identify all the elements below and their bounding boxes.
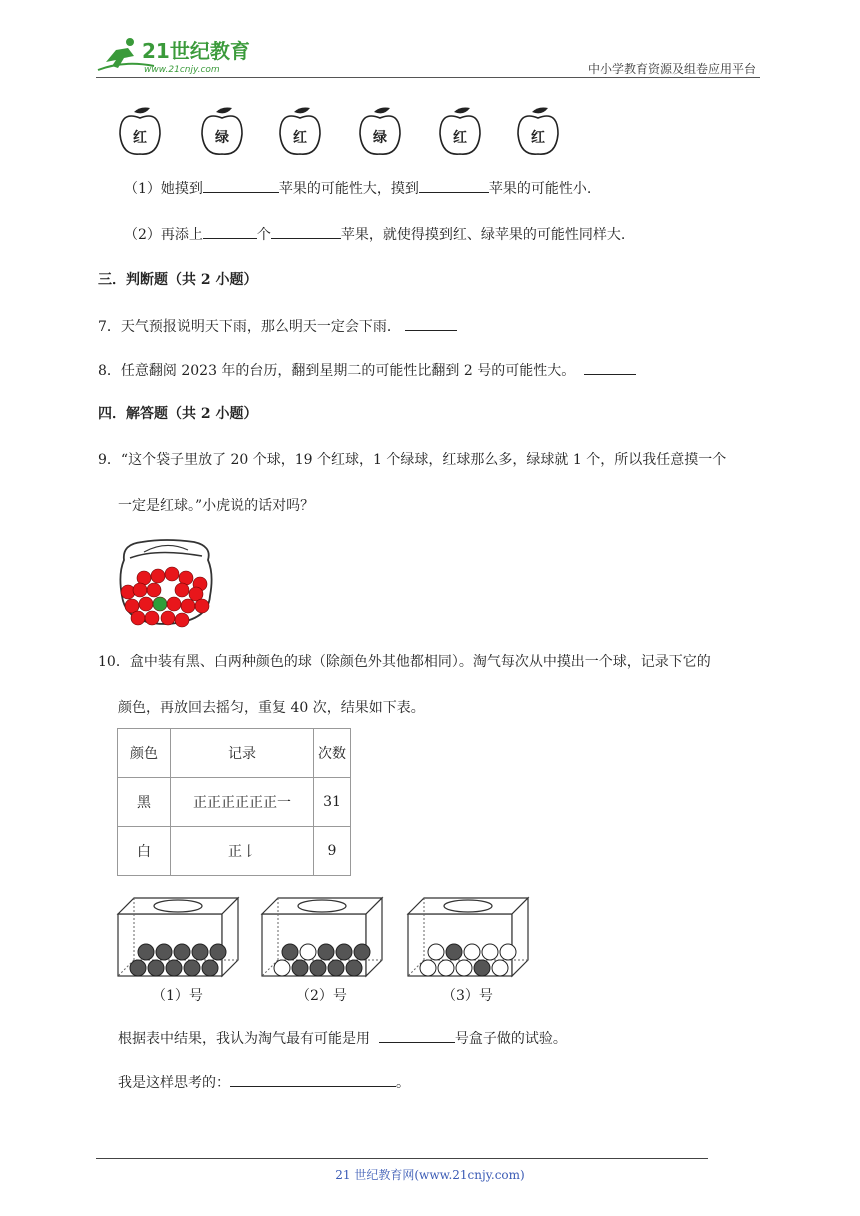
platform-name: 中小学教育资源及组卷应用平台 xyxy=(587,62,756,76)
black-ball xyxy=(156,944,172,960)
question-8: 8．任意翻阅 2023 年的台历，翻到星期二的可能性比翻到 2 号的可能性大。 xyxy=(98,360,636,381)
red-ball xyxy=(165,567,179,581)
footer-text: 21 世纪教育网(www.21cnjy.com) xyxy=(335,1168,525,1182)
black-ball xyxy=(292,960,308,976)
black-ball xyxy=(318,944,334,960)
reasoning-line: 我是这样思考的： 。 xyxy=(118,1072,410,1093)
black-ball xyxy=(354,944,370,960)
white-ball xyxy=(482,944,498,960)
white-ball xyxy=(300,944,316,960)
table-header: 颜色 xyxy=(118,729,171,778)
black-ball xyxy=(202,960,218,976)
answer-blank[interactable] xyxy=(419,178,489,193)
apple-figure xyxy=(118,104,578,164)
apple-icon xyxy=(440,108,480,155)
white-ball xyxy=(438,960,454,976)
black-ball xyxy=(446,944,462,960)
table-header-row xyxy=(118,729,351,778)
answer-blank[interactable] xyxy=(230,1072,396,1087)
apple-row xyxy=(118,104,578,164)
box-label: （1）号 xyxy=(152,988,203,1004)
ball-box xyxy=(262,898,382,1004)
black-ball xyxy=(310,960,326,976)
q6-part1: （1）她摸到 苹果的可能性大，摸到 苹果的可能性小. xyxy=(124,178,591,199)
red-ball xyxy=(175,613,189,627)
box-label: （2）号 xyxy=(296,988,347,1004)
apple-label: 绿 xyxy=(373,130,387,146)
red-ball xyxy=(151,569,165,583)
white-ball xyxy=(492,960,508,976)
apple-label: 红 xyxy=(133,130,147,146)
apple-icon xyxy=(120,108,160,155)
black-ball xyxy=(148,960,164,976)
white-ball xyxy=(420,960,436,976)
record-table xyxy=(117,728,351,876)
black-ball xyxy=(210,944,226,960)
ball-box xyxy=(408,898,528,1004)
green-ball xyxy=(153,597,167,611)
white-ball xyxy=(428,944,444,960)
logo-url: www.21cnjy.com xyxy=(144,65,220,75)
black-ball xyxy=(282,944,298,960)
apple-icon xyxy=(202,108,242,155)
table-cell: 正正正正正正一 xyxy=(171,778,314,827)
table-row xyxy=(118,827,351,876)
answer-blank[interactable] xyxy=(203,178,279,193)
black-ball xyxy=(130,960,146,976)
ball-box xyxy=(118,898,238,1004)
apple-label: 绿 xyxy=(215,130,229,146)
question-7: 7．天气预报说明天下雨，那么明天一定会下雨． xyxy=(98,316,457,337)
logo-text: 21世纪教育 xyxy=(142,39,250,63)
black-ball xyxy=(138,944,154,960)
header-divider xyxy=(96,77,760,78)
boxes-figure xyxy=(116,884,556,1008)
section-title: 四．解答题（共 2 小题） xyxy=(98,406,258,422)
table-cell: 9 xyxy=(314,827,351,876)
question-10-line1: 10．盒中装有黑、白两种颜色的球（除颜色外其他都相同）。淘气每次从中摸出一个球，记录下它的 xyxy=(98,654,711,670)
table-cell: 白 xyxy=(118,827,171,876)
apple-label: 红 xyxy=(531,130,545,146)
question-10-line2: 颜色，再放回去摇匀，重复 40 次，结果如下表。 xyxy=(118,700,425,716)
white-ball xyxy=(464,944,480,960)
apple-icon xyxy=(360,108,400,155)
red-ball xyxy=(121,585,135,599)
bag-figure xyxy=(116,534,216,630)
box-label: （3）号 xyxy=(442,988,493,1004)
black-ball xyxy=(328,960,344,976)
red-ball xyxy=(175,583,189,597)
table-row xyxy=(118,778,351,827)
black-ball xyxy=(336,944,352,960)
red-ball xyxy=(161,611,175,625)
white-ball xyxy=(456,960,472,976)
answer-blank[interactable] xyxy=(379,1028,455,1043)
question-9-line2: 一定是红球。”小虎说的话对吗？ xyxy=(118,498,315,514)
red-ball xyxy=(145,611,159,625)
table-cell: 黑 xyxy=(118,778,171,827)
table-cell: 31 xyxy=(314,778,351,827)
white-ball xyxy=(500,944,516,960)
q6-part2: （2）再添上 个 苹果，就使得摸到红、绿苹果的可能性同样大. xyxy=(124,224,625,245)
box-hole xyxy=(298,900,346,912)
ball-bag xyxy=(116,534,216,630)
apple-icon xyxy=(518,108,558,155)
black-ball xyxy=(166,960,182,976)
apple-label: 红 xyxy=(453,130,467,146)
black-ball xyxy=(474,960,490,976)
black-ball xyxy=(346,960,362,976)
answer-blank[interactable] xyxy=(405,316,457,331)
white-ball xyxy=(274,960,290,976)
red-ball xyxy=(139,597,153,611)
table-cell: 正𠄌 xyxy=(171,827,314,876)
site-logo xyxy=(94,36,264,76)
footer-divider xyxy=(96,1158,708,1159)
box-hole xyxy=(154,900,202,912)
ball-boxes xyxy=(116,884,556,1008)
section-title: 三．判断题（共 2 小题） xyxy=(98,272,258,288)
black-ball xyxy=(184,960,200,976)
red-ball xyxy=(147,583,161,597)
apple-icon xyxy=(280,108,320,155)
red-ball xyxy=(195,599,209,613)
red-ball xyxy=(131,611,145,625)
answer-blank[interactable] xyxy=(584,360,636,375)
question-9-line1: 9．“这个袋子里放了 20 个球，19 个红球，1 个绿球，红球那么多，绿球就 1 个，所以我任意摸一个 xyxy=(98,452,727,468)
table-header: 记录 xyxy=(171,729,314,778)
answer-line: 根据表中结果，我认为淘气最有可能是用 号盒子做的试验。 xyxy=(118,1028,567,1049)
answer-blank[interactable] xyxy=(203,224,257,239)
red-ball xyxy=(181,599,195,613)
box-hole xyxy=(444,900,492,912)
black-ball xyxy=(174,944,190,960)
apple-label: 红 xyxy=(293,130,307,146)
answer-blank[interactable] xyxy=(271,224,341,239)
table-header: 次数 xyxy=(314,729,351,778)
black-ball xyxy=(192,944,208,960)
red-ball xyxy=(133,583,147,597)
red-ball xyxy=(167,597,181,611)
